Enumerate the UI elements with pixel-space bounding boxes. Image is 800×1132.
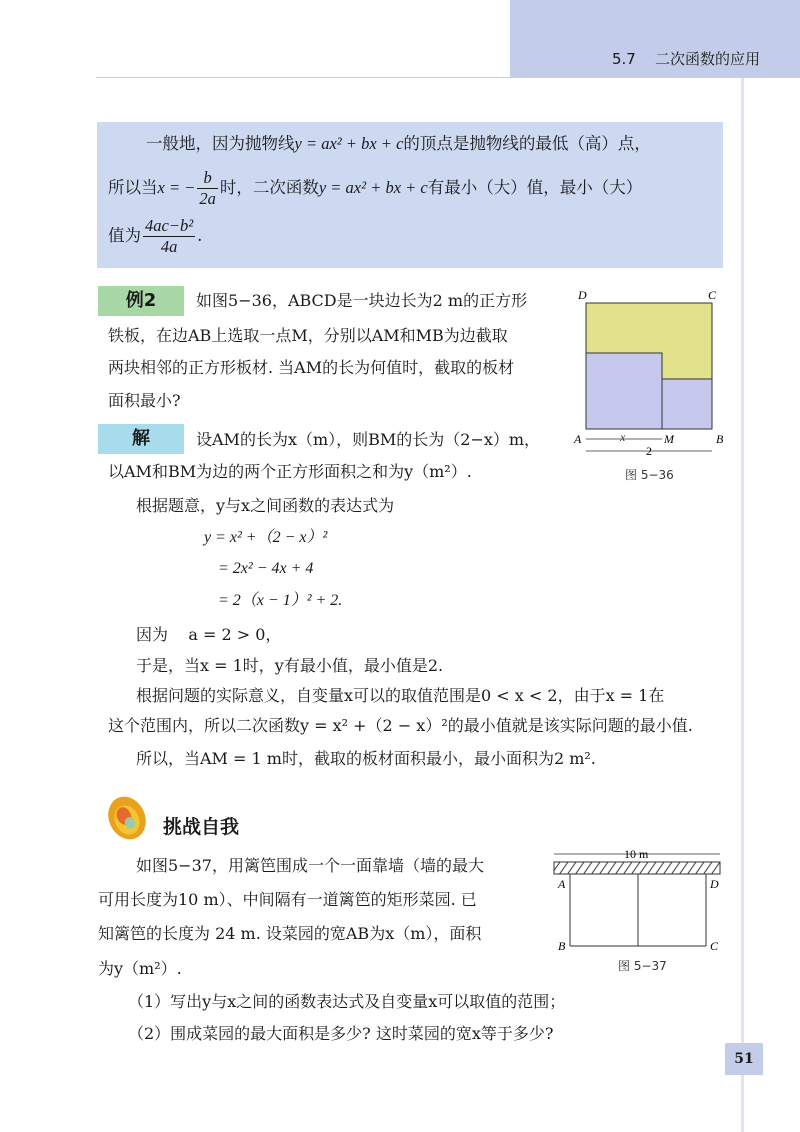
header-rule: [96, 77, 800, 78]
solution-line-9: 根据问题的实际意义，自变量x可以的取值范围是0 < x < 2，由于x = 1在: [136, 686, 665, 705]
figure-5-36: [570, 285, 730, 485]
challenge-title: 挑战自我: [163, 816, 240, 838]
min-value-fraction: $\frac{\text{4ac−b²}}{4a}$: [145, 216, 194, 256]
figure-537-caption: 图 5−37: [618, 959, 667, 973]
label-b: B: [716, 432, 724, 446]
label-b: B: [558, 939, 566, 953]
challenge-line-1: 如图5−37，用篱笆围成一个一面靠墙（墙的最大: [136, 856, 484, 875]
challenge-line-4: 为y（m²）.: [98, 959, 182, 978]
label-c: C: [710, 939, 719, 953]
example-line-4: 面积最小?: [108, 391, 181, 410]
label-d: D: [578, 288, 587, 302]
section-header: [612, 48, 760, 69]
summary-line-3: 值为 $\frac{\text{4ac−b²}}{4a}$ .: [108, 216, 203, 256]
vertex-fraction: $\frac{b}{2a}$: [199, 168, 216, 208]
label-x: x: [620, 430, 626, 444]
summary-line-2: 所以当x = − $\frac{b}{2a}$ 时，二次函数y = ax² + bx + c有最小（大）值，最小（大）: [108, 168, 643, 208]
challenge-question-2: （2）围成菜园的最大面积是多少? 这时菜园的宽x等于多少?: [128, 1024, 554, 1043]
example-line-1: 如图5−36，ABCD是一块边长为2 m的正方形: [196, 291, 528, 310]
square-mb: [662, 379, 712, 429]
square-am: [586, 353, 662, 429]
solution-line-10: 这个范围内，所以二次函数y = x² +（2 − x）²的最小值就是该实际问题的最小值.: [108, 716, 693, 735]
example-line-3: 两块相邻的正方形板材. 当AM的长为何值时，截取的板材: [108, 358, 515, 377]
label-two: 2: [646, 444, 652, 458]
solution-label: 解: [98, 424, 184, 454]
right-margin-rail: [741, 78, 744, 1132]
solution-line-7: 因为 a = 2 > 0，: [136, 625, 282, 644]
label-c: C: [708, 288, 717, 302]
solution-line-8: 于是，当x = 1时，y有最小值，最小值是2.: [136, 656, 444, 675]
example-label: 例2: [98, 286, 184, 316]
solution-line-11: 所以，当AM = 1 m时，截取的板材面积最小，最小面积为2 m².: [136, 749, 596, 768]
equation-line-3: = 2（x − 1）² + 2.: [218, 592, 343, 609]
figure-5-37: [548, 842, 728, 977]
wall-length-label: 10 m: [624, 847, 649, 861]
page-number: 51: [725, 1043, 763, 1075]
flame-icon: [100, 790, 154, 844]
section-title: 二次函数的应用: [654, 50, 760, 68]
equation-line-1: y = x² +（2 − x）²: [204, 529, 328, 546]
challenge-question-1: （1）写出y与x之间的函数表达式及自变量x可以取值的范围；: [128, 992, 566, 1011]
example-line-2: 铁板，在边AB上选取一点M，分别以AM和MB为边截取: [108, 326, 508, 345]
solution-line-2: 以AM和BM为边的两个正方形面积之和为y（m²）.: [108, 462, 472, 481]
label-a: A: [558, 877, 566, 891]
label-d: D: [710, 877, 719, 891]
figure-536-caption: 图 5−36: [625, 468, 674, 482]
solution-line-1: 设AM的长为x（m），则BM的长为（2−x）m，: [196, 430, 541, 449]
label-a: A: [574, 432, 582, 446]
section-number: 5.7: [612, 50, 636, 68]
wall: [554, 862, 720, 874]
challenge-line-3: 知篱笆的长度为 24 m. 设菜园的宽AB为x（m），面积: [98, 924, 482, 943]
challenge-line-2: 可用长度为10 m）、中间隔有一道篱笆的矩形菜园. 已: [98, 890, 477, 909]
summary-line-1: 一般地，因为抛物线y = ax² + bx + c的顶点是抛物线的最低（高）点，: [146, 134, 651, 153]
label-m: M: [664, 432, 674, 446]
solution-line-3: 根据题意，y与x之间函数的表达式为: [136, 496, 395, 515]
equation-line-2: = 2x² − 4x + 4: [218, 560, 314, 577]
